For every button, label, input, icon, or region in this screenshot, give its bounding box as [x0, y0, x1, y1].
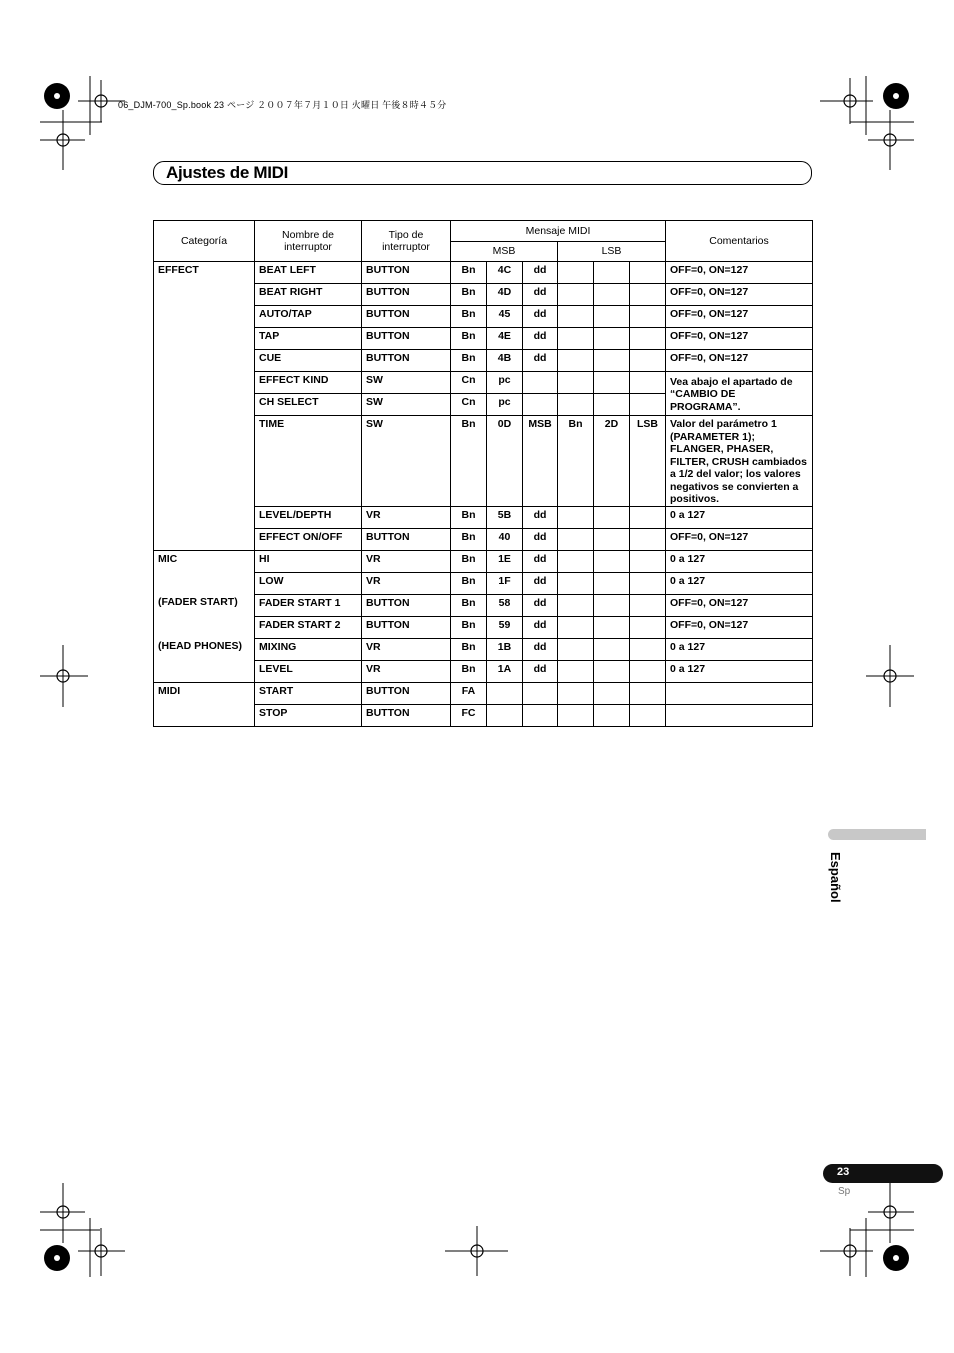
- cell-midi-byte: Bn: [451, 306, 487, 328]
- cell-tipo: VR: [362, 550, 451, 572]
- cell-midi-byte: [630, 394, 666, 416]
- cell-midi-byte: dd: [523, 262, 558, 284]
- table-row: [154, 328, 813, 350]
- cell-midi-byte: Bn: [451, 416, 487, 507]
- cell-comentarios: OFF=0, ON=127: [666, 616, 813, 638]
- cell-tipo: BUTTON: [362, 350, 451, 372]
- cell-midi-byte: [630, 528, 666, 550]
- cell-tipo: BUTTON: [362, 704, 451, 726]
- language-side-tab: [828, 829, 926, 840]
- cell-midi-byte: [630, 660, 666, 682]
- cell-midi-byte: MSB: [523, 416, 558, 507]
- cell-midi-byte: [630, 284, 666, 306]
- cell-midi-byte: [594, 638, 630, 660]
- cell-categoria: [154, 394, 255, 416]
- cell-midi-byte: [558, 638, 594, 660]
- cell-categoria: [154, 572, 255, 594]
- cell-nombre: TAP: [255, 328, 362, 350]
- cell-midi-byte: [594, 394, 630, 416]
- cell-midi-byte: [558, 616, 594, 638]
- cell-tipo: BUTTON: [362, 306, 451, 328]
- cell-midi-byte: [558, 262, 594, 284]
- cell-categoria: (HEAD PHONES): [154, 638, 255, 660]
- cell-midi-byte: [558, 372, 594, 394]
- cell-nombre: LOW: [255, 572, 362, 594]
- cell-categoria: [154, 616, 255, 638]
- header-tipo: Tipo de interruptor: [362, 221, 451, 262]
- cell-midi-byte: pc: [487, 394, 523, 416]
- cell-midi-byte: [630, 506, 666, 528]
- cell-nombre: STOP: [255, 704, 362, 726]
- cell-midi-byte: [630, 328, 666, 350]
- table-row: [154, 350, 813, 372]
- cell-midi-byte: [558, 528, 594, 550]
- cell-midi-byte: [594, 306, 630, 328]
- table-row: [154, 550, 813, 572]
- cell-categoria: [154, 284, 255, 306]
- cell-midi-byte: [558, 550, 594, 572]
- cell-midi-byte: [630, 262, 666, 284]
- table-row: [154, 616, 813, 638]
- cell-tipo: SW: [362, 372, 451, 394]
- cell-tipo: BUTTON: [362, 528, 451, 550]
- language-code: Sp: [838, 1186, 851, 1197]
- cell-nombre: EFFECT KIND: [255, 372, 362, 394]
- cell-midi-byte: [594, 660, 630, 682]
- cell-comentarios: Vea abajo el apartado de “CAMBIO DE PROGRAMA”.: [666, 372, 813, 416]
- cell-midi-byte: 59: [487, 616, 523, 638]
- cell-midi-byte: [630, 306, 666, 328]
- cell-tipo: BUTTON: [362, 262, 451, 284]
- cell-midi-byte: Bn: [451, 616, 487, 638]
- cell-midi-byte: [523, 372, 558, 394]
- cell-midi-byte: [558, 350, 594, 372]
- cell-midi-byte: dd: [523, 306, 558, 328]
- cell-midi-byte: 4B: [487, 350, 523, 372]
- cell-nombre: CUE: [255, 350, 362, 372]
- table-row: [154, 638, 813, 660]
- cell-midi-byte: Bn: [451, 638, 487, 660]
- cell-midi-byte: dd: [523, 594, 558, 616]
- cell-midi-byte: 1F: [487, 572, 523, 594]
- cell-categoria: [154, 328, 255, 350]
- table-row: [154, 528, 813, 550]
- cell-midi-byte: [558, 704, 594, 726]
- cell-comentarios: OFF=0, ON=127: [666, 306, 813, 328]
- cell-comentarios: OFF=0, ON=127: [666, 284, 813, 306]
- cell-midi-byte: Cn: [451, 394, 487, 416]
- cell-midi-byte: dd: [523, 572, 558, 594]
- table-row: [154, 262, 813, 284]
- cell-comentarios: [666, 682, 813, 704]
- header-nombre: Nombre de interruptor: [255, 221, 362, 262]
- cell-tipo: BUTTON: [362, 682, 451, 704]
- cell-midi-byte: dd: [523, 506, 558, 528]
- cell-midi-byte: [594, 550, 630, 572]
- cell-midi-byte: dd: [523, 328, 558, 350]
- cell-midi-byte: [630, 572, 666, 594]
- cell-midi-byte: 4D: [487, 284, 523, 306]
- table-row: [154, 594, 813, 616]
- cell-midi-byte: 1B: [487, 638, 523, 660]
- cell-comentarios: 0 a 127: [666, 638, 813, 660]
- cell-nombre: FADER START 2: [255, 616, 362, 638]
- cell-tipo: BUTTON: [362, 616, 451, 638]
- cell-midi-byte: [558, 682, 594, 704]
- cell-midi-byte: [558, 594, 594, 616]
- cell-categoria: [154, 528, 255, 550]
- cell-midi-byte: Cn: [451, 372, 487, 394]
- cell-midi-byte: pc: [487, 372, 523, 394]
- midi-settings-table: [153, 220, 813, 727]
- cell-midi-byte: dd: [523, 660, 558, 682]
- cell-nombre: LEVEL: [255, 660, 362, 682]
- cell-midi-byte: 1A: [487, 660, 523, 682]
- cell-midi-byte: [523, 682, 558, 704]
- cell-midi-byte: [594, 616, 630, 638]
- cell-midi-byte: 4C: [487, 262, 523, 284]
- cell-nombre: LEVEL/DEPTH: [255, 506, 362, 528]
- cell-midi-byte: [594, 328, 630, 350]
- cell-categoria: [154, 506, 255, 528]
- cell-midi-byte: [630, 704, 666, 726]
- cell-midi-byte: [594, 528, 630, 550]
- table-row: [154, 682, 813, 704]
- cell-midi-byte: 40: [487, 528, 523, 550]
- cell-categoria: [154, 660, 255, 682]
- cell-midi-byte: Bn: [451, 660, 487, 682]
- cell-midi-byte: [523, 704, 558, 726]
- table-row: [154, 284, 813, 306]
- cell-nombre: CH SELECT: [255, 394, 362, 416]
- cell-comentarios: 0 a 127: [666, 572, 813, 594]
- cell-midi-byte: dd: [523, 638, 558, 660]
- table-row: [154, 416, 813, 507]
- cell-midi-byte: 58: [487, 594, 523, 616]
- header-categoria: Categoría: [154, 221, 255, 262]
- cell-categoria: EFFECT: [154, 262, 255, 284]
- cell-midi-byte: [594, 262, 630, 284]
- cell-midi-byte: [594, 372, 630, 394]
- cell-nombre: MIXING: [255, 638, 362, 660]
- cell-midi-byte: [594, 284, 630, 306]
- cell-midi-byte: Bn: [451, 284, 487, 306]
- cell-midi-byte: [558, 284, 594, 306]
- cell-midi-byte: dd: [523, 350, 558, 372]
- cell-midi-byte: [487, 682, 523, 704]
- cell-nombre: EFFECT ON/OFF: [255, 528, 362, 550]
- cell-nombre: HI: [255, 550, 362, 572]
- cell-categoria: MIC: [154, 550, 255, 572]
- cell-midi-byte: dd: [523, 528, 558, 550]
- cell-midi-byte: [594, 350, 630, 372]
- cell-midi-byte: [487, 704, 523, 726]
- cell-nombre: BEAT LEFT: [255, 262, 362, 284]
- file-info-header: 06_DJM-700_Sp.book 23 ページ ２００７年７月１０日 火曜日 午後８時４５分: [118, 100, 447, 110]
- header-comentarios: Comentarios: [666, 221, 813, 262]
- cell-categoria: [154, 350, 255, 372]
- header-msb: MSB: [451, 242, 558, 262]
- cell-tipo: VR: [362, 572, 451, 594]
- cell-nombre: BEAT RIGHT: [255, 284, 362, 306]
- cell-midi-byte: dd: [523, 550, 558, 572]
- cell-midi-byte: 45: [487, 306, 523, 328]
- cell-midi-byte: dd: [523, 616, 558, 638]
- table-row: [154, 572, 813, 594]
- cell-midi-byte: 1E: [487, 550, 523, 572]
- cell-midi-byte: [630, 372, 666, 394]
- cell-midi-byte: Bn: [451, 350, 487, 372]
- page-title: Ajustes de MIDI: [166, 163, 289, 182]
- cell-midi-byte: Bn: [451, 572, 487, 594]
- cell-midi-byte: 5B: [487, 506, 523, 528]
- cell-midi-byte: FA: [451, 682, 487, 704]
- cell-comentarios: OFF=0, ON=127: [666, 350, 813, 372]
- cell-midi-byte: [558, 394, 594, 416]
- cell-midi-byte: [630, 594, 666, 616]
- cell-midi-byte: Bn: [558, 416, 594, 507]
- cell-nombre: AUTO/TAP: [255, 306, 362, 328]
- cell-categoria: (FADER START): [154, 594, 255, 616]
- cell-categoria: [154, 306, 255, 328]
- cell-tipo: BUTTON: [362, 328, 451, 350]
- language-label: Español: [828, 852, 843, 903]
- cell-midi-byte: [594, 704, 630, 726]
- cell-comentarios: 0 a 127: [666, 550, 813, 572]
- cell-midi-byte: [523, 394, 558, 416]
- cell-tipo: BUTTON: [362, 594, 451, 616]
- cell-categoria: MIDI: [154, 682, 255, 704]
- cell-midi-byte: [594, 572, 630, 594]
- cell-comentarios: [666, 704, 813, 726]
- cell-midi-byte: FC: [451, 704, 487, 726]
- cell-tipo: VR: [362, 660, 451, 682]
- cell-midi-byte: 2D: [594, 416, 630, 507]
- cell-midi-byte: [558, 572, 594, 594]
- cell-midi-byte: Bn: [451, 550, 487, 572]
- cell-categoria: [154, 416, 255, 507]
- cell-midi-byte: [558, 328, 594, 350]
- cell-categoria: [154, 704, 255, 726]
- cell-nombre: FADER START 1: [255, 594, 362, 616]
- cell-comentarios: 0 a 127: [666, 660, 813, 682]
- cell-midi-byte: [630, 616, 666, 638]
- table-row: [154, 660, 813, 682]
- table-row: [154, 704, 813, 726]
- cell-comentarios: 0 a 127: [666, 506, 813, 528]
- cell-midi-byte: Bn: [451, 528, 487, 550]
- cell-midi-byte: Bn: [451, 506, 487, 528]
- cell-midi-byte: dd: [523, 284, 558, 306]
- cell-midi-byte: [630, 638, 666, 660]
- cell-midi-byte: 4E: [487, 328, 523, 350]
- table-row: [154, 372, 813, 394]
- header-mensaje-midi: Mensaje MIDI: [451, 221, 666, 242]
- cell-midi-byte: [594, 682, 630, 704]
- cell-midi-byte: [630, 550, 666, 572]
- cell-nombre: TIME: [255, 416, 362, 507]
- cell-midi-byte: Bn: [451, 328, 487, 350]
- cell-midi-byte: [630, 682, 666, 704]
- cell-comentarios: OFF=0, ON=127: [666, 528, 813, 550]
- cell-categoria: [154, 372, 255, 394]
- table-row: [154, 306, 813, 328]
- cell-comentarios: Valor del parámetro 1 (PARAMETER 1); FLANGER, PHASER, FILTER, CRUSH cambiados a 1/2 del valor; los valores negativos se convierten a positivos.: [666, 416, 813, 507]
- cell-tipo: SW: [362, 394, 451, 416]
- cell-comentarios: OFF=0, ON=127: [666, 328, 813, 350]
- cell-midi-byte: 0D: [487, 416, 523, 507]
- cell-nombre: START: [255, 682, 362, 704]
- cell-tipo: VR: [362, 506, 451, 528]
- cell-midi-byte: [558, 660, 594, 682]
- section-title-box: [153, 161, 812, 185]
- cell-midi-byte: LSB: [630, 416, 666, 507]
- cell-tipo: SW: [362, 416, 451, 507]
- cell-tipo: VR: [362, 638, 451, 660]
- cell-midi-byte: [630, 350, 666, 372]
- cell-midi-byte: Bn: [451, 594, 487, 616]
- cell-midi-byte: [594, 594, 630, 616]
- table-row: [154, 506, 813, 528]
- page-number-badge: [823, 1164, 943, 1183]
- cell-midi-byte: [558, 506, 594, 528]
- header-lsb: LSB: [558, 242, 666, 262]
- cell-midi-byte: Bn: [451, 262, 487, 284]
- cell-midi-byte: [558, 306, 594, 328]
- cell-midi-byte: [594, 506, 630, 528]
- table-body: [154, 262, 813, 727]
- cell-tipo: BUTTON: [362, 284, 451, 306]
- page-number: 23: [837, 1166, 850, 1178]
- cell-comentarios: OFF=0, ON=127: [666, 594, 813, 616]
- cell-comentarios: OFF=0, ON=127: [666, 262, 813, 284]
